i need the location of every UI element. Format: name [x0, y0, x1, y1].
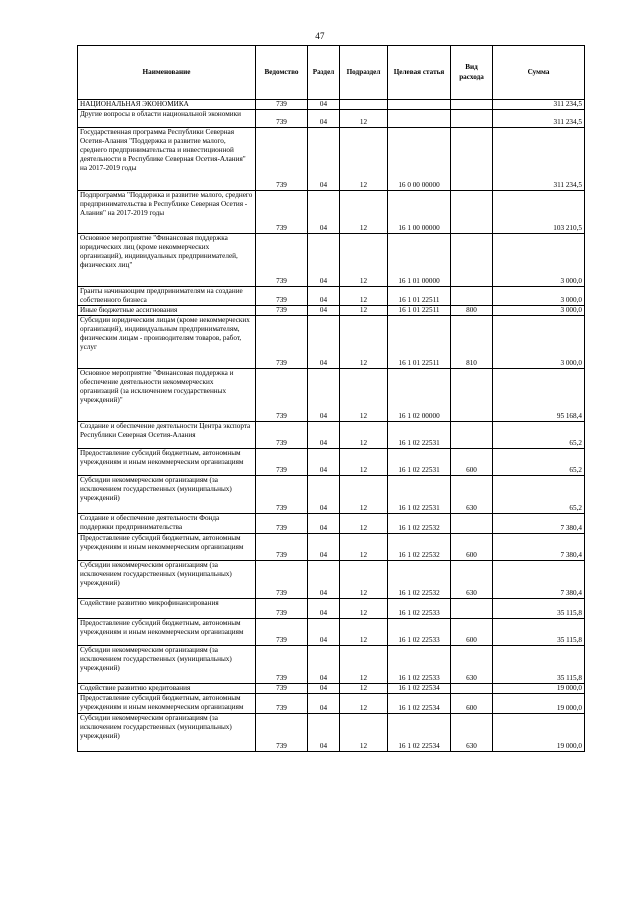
row-podrazdel: 12	[340, 646, 388, 684]
row-vedomstvo: 739	[256, 476, 308, 514]
row-podrazdel: 12	[340, 287, 388, 306]
table-row	[78, 306, 585, 316]
row-vedomstvo: 739	[256, 514, 308, 534]
row-podrazdel: 12	[340, 110, 388, 128]
budget-table	[77, 45, 585, 752]
row-name: Содействие развитию микрофинансирования	[78, 599, 256, 619]
row-name: Создание и обеспечение деятельности Центра экспорта Республики Северная Осетия-Алания	[78, 422, 256, 449]
row-celevaya-statya: 16 1 02 22532	[388, 514, 451, 534]
row-vid-rashoda	[451, 287, 493, 306]
table-row	[78, 110, 585, 128]
table-header-row	[78, 46, 585, 100]
row-podrazdel: 12	[340, 534, 388, 561]
row-vedomstvo: 739	[256, 316, 308, 369]
row-celevaya-statya: 16 0 00 00000	[388, 128, 451, 191]
row-vid-rashoda: 630	[451, 561, 493, 599]
row-name: Государственная программа Республики Северная Осетия-Алания "Поддержка и развитие малого, среднего предпринимательства и инвестиционной деятельности в Республике Северная Осетия-Алания" на 2017-2019 годы	[78, 128, 256, 191]
row-vedomstvo: 739	[256, 534, 308, 561]
row-name: Предоставление субсидий бюджетным, автономным учреждениям и иным некоммерческим организациям	[78, 694, 256, 714]
row-vid-rashoda	[451, 514, 493, 534]
row-vedomstvo: 739	[256, 110, 308, 128]
row-vid-rashoda: 600	[451, 534, 493, 561]
row-vid-rashoda	[451, 369, 493, 422]
row-celevaya-statya: 16 1 02 22533	[388, 619, 451, 646]
row-vedomstvo: 739	[256, 287, 308, 306]
table-row	[78, 694, 585, 714]
row-razdel: 04	[308, 694, 340, 714]
row-summa: 7 380,4	[493, 561, 585, 599]
row-razdel: 04	[308, 369, 340, 422]
row-name: Содействие развитию кредитования	[78, 684, 256, 694]
row-vid-rashoda	[451, 422, 493, 449]
row-podrazdel: 12	[340, 714, 388, 752]
row-name: Основное мероприятие "Финансовая поддержка и обеспечение деятельности некоммерческих организаций (за исключением государственных учреждений)"	[78, 369, 256, 422]
header-podrazdel: Подраздел	[340, 46, 388, 100]
row-celevaya-statya: 16 1 01 22511	[388, 287, 451, 306]
table-row	[78, 369, 585, 422]
row-celevaya-statya: 16 1 02 22533	[388, 646, 451, 684]
page-number: 47	[315, 31, 325, 41]
row-podrazdel: 12	[340, 422, 388, 449]
row-name: Гранты начинающим предпринимателям на создание собственного бизнеса	[78, 287, 256, 306]
row-name: Субсидии некоммерческим организациям (за исключением государственных (муниципальных) учреждений)	[78, 476, 256, 514]
header-vedomstvo: Ведомство	[256, 46, 308, 100]
table-row	[78, 476, 585, 514]
table-row	[78, 316, 585, 369]
row-razdel: 04	[308, 476, 340, 514]
row-razdel: 04	[308, 316, 340, 369]
row-summa: 7 380,4	[493, 534, 585, 561]
row-vid-rashoda: 630	[451, 476, 493, 514]
row-vid-rashoda: 600	[451, 619, 493, 646]
row-name: Предоставление субсидий бюджетным, автономным учреждениям и иным некоммерческим организациям	[78, 449, 256, 476]
row-name: Субсидии некоммерческим организациям (за исключением государственных (муниципальных) учреждений)	[78, 646, 256, 684]
row-celevaya-statya: 16 1 02 22533	[388, 599, 451, 619]
row-summa: 35 115,8	[493, 599, 585, 619]
header-name: Наименование	[78, 46, 256, 100]
row-vid-rashoda: 600	[451, 449, 493, 476]
row-vedomstvo: 739	[256, 561, 308, 599]
table-row	[78, 191, 585, 234]
row-vedomstvo: 739	[256, 369, 308, 422]
table-row	[78, 714, 585, 752]
row-celevaya-statya: 16 1 01 22511	[388, 306, 451, 316]
row-celevaya-statya: 16 1 00 00000	[388, 191, 451, 234]
row-vid-rashoda: 600	[451, 694, 493, 714]
row-podrazdel: 12	[340, 191, 388, 234]
row-summa: 3 000,0	[493, 316, 585, 369]
row-summa: 3 000,0	[493, 287, 585, 306]
row-razdel: 04	[308, 128, 340, 191]
row-podrazdel: 12	[340, 694, 388, 714]
row-celevaya-statya: 16 1 02 22531	[388, 476, 451, 514]
row-vid-rashoda: 800	[451, 306, 493, 316]
row-podrazdel	[340, 100, 388, 110]
table-row	[78, 684, 585, 694]
row-vid-rashoda	[451, 191, 493, 234]
row-summa: 3 000,0	[493, 234, 585, 287]
row-summa: 3 000,0	[493, 306, 585, 316]
row-summa: 65,2	[493, 449, 585, 476]
table-row	[78, 561, 585, 599]
row-vid-rashoda	[451, 234, 493, 287]
row-vedomstvo: 739	[256, 422, 308, 449]
row-podrazdel: 12	[340, 316, 388, 369]
row-podrazdel: 12	[340, 306, 388, 316]
row-celevaya-statya: 16 1 02 00000	[388, 369, 451, 422]
row-podrazdel: 12	[340, 561, 388, 599]
row-summa: 311 234,5	[493, 128, 585, 191]
row-name: Подпрограмма "Поддержка и развитие малого, среднего предпринимательства в Республике Северная Осетия - Алания" на 2017-2019 годы	[78, 191, 256, 234]
row-celevaya-statya: 16 1 02 22534	[388, 694, 451, 714]
row-name: Создание и обеспечение деятельности Фонда поддержки предпринимательства	[78, 514, 256, 534]
row-podrazdel: 12	[340, 619, 388, 646]
row-summa: 103 210,5	[493, 191, 585, 234]
table-row	[78, 100, 585, 110]
row-vedomstvo: 739	[256, 694, 308, 714]
row-celevaya-statya: 16 1 02 22534	[388, 684, 451, 694]
row-razdel: 04	[308, 110, 340, 128]
row-celevaya-statya	[388, 100, 451, 110]
table-row	[78, 128, 585, 191]
row-vid-rashoda: 630	[451, 646, 493, 684]
table-row	[78, 619, 585, 646]
row-razdel: 04	[308, 684, 340, 694]
row-podrazdel: 12	[340, 684, 388, 694]
row-razdel: 04	[308, 306, 340, 316]
row-podrazdel: 12	[340, 599, 388, 619]
row-summa: 65,2	[493, 422, 585, 449]
header-vid-rashoda: Вид расхода	[451, 46, 493, 100]
row-name: Субсидии некоммерческим организациям (за исключением государственных (муниципальных) учреждений)	[78, 561, 256, 599]
row-razdel: 04	[308, 534, 340, 561]
row-vid-rashoda: 810	[451, 316, 493, 369]
row-summa: 311 234,5	[493, 110, 585, 128]
row-vid-rashoda	[451, 110, 493, 128]
row-vedomstvo: 739	[256, 684, 308, 694]
row-summa: 35 115,8	[493, 619, 585, 646]
table-row	[78, 646, 585, 684]
row-razdel: 04	[308, 422, 340, 449]
row-razdel: 04	[308, 514, 340, 534]
row-celevaya-statya: 16 1 01 00000	[388, 234, 451, 287]
row-celevaya-statya: 16 1 02 22532	[388, 534, 451, 561]
row-vedomstvo: 739	[256, 306, 308, 316]
row-razdel: 04	[308, 619, 340, 646]
row-razdel: 04	[308, 100, 340, 110]
row-razdel: 04	[308, 191, 340, 234]
row-name: Предоставление субсидий бюджетным, автономным учреждениям и иным некоммерческим организациям	[78, 619, 256, 646]
header-razdel: Раздел	[308, 46, 340, 100]
row-name: Субсидии юридическим лицам (кроме некоммерческих организаций), индивидуальным предпринимателям, физическим лицам - производителям товаров, работ, услуг	[78, 316, 256, 369]
row-vedomstvo: 739	[256, 646, 308, 684]
row-summa: 19 000,0	[493, 694, 585, 714]
table-row	[78, 449, 585, 476]
row-vedomstvo: 739	[256, 234, 308, 287]
row-vedomstvo: 739	[256, 599, 308, 619]
row-podrazdel: 12	[340, 449, 388, 476]
row-vid-rashoda	[451, 599, 493, 619]
row-razdel: 04	[308, 234, 340, 287]
row-summa: 95 168,4	[493, 369, 585, 422]
row-podrazdel: 12	[340, 369, 388, 422]
row-celevaya-statya: 16 1 02 22531	[388, 449, 451, 476]
table-row	[78, 287, 585, 306]
row-summa: 311 234,5	[493, 100, 585, 110]
row-summa: 65,2	[493, 476, 585, 514]
row-name: Субсидии некоммерческим организациям (за исключением государственных (муниципальных) учреждений)	[78, 714, 256, 752]
row-name: Иные бюджетные ассигнования	[78, 306, 256, 316]
row-name: Основное мероприятие "Финансовая поддержка юридических лиц (кроме некоммерческих организаций), индивидуальных предпринимателей, физических лиц"	[78, 234, 256, 287]
row-vedomstvo: 739	[256, 100, 308, 110]
table-row	[78, 234, 585, 287]
row-vedomstvo: 739	[256, 714, 308, 752]
row-vid-rashoda	[451, 128, 493, 191]
row-summa: 19 000,0	[493, 714, 585, 752]
row-name: НАЦИОНАЛЬНАЯ ЭКОНОМИКА	[78, 100, 256, 110]
row-summa: 35 115,8	[493, 646, 585, 684]
table-row	[78, 534, 585, 561]
row-razdel: 04	[308, 561, 340, 599]
row-name: Предоставление субсидий бюджетным, автономным учреждениям и иным некоммерческим организациям	[78, 534, 256, 561]
row-podrazdel: 12	[340, 128, 388, 191]
row-razdel: 04	[308, 646, 340, 684]
row-summa: 7 380,4	[493, 514, 585, 534]
row-razdel: 04	[308, 714, 340, 752]
table-row	[78, 599, 585, 619]
row-vedomstvo: 739	[256, 128, 308, 191]
row-celevaya-statya: 16 1 02 22532	[388, 561, 451, 599]
row-vedomstvo: 739	[256, 619, 308, 646]
header-celevaya-statya: Целевая статья	[388, 46, 451, 100]
row-podrazdel: 12	[340, 234, 388, 287]
row-razdel: 04	[308, 287, 340, 306]
row-vedomstvo: 739	[256, 191, 308, 234]
row-vid-rashoda: 630	[451, 714, 493, 752]
row-name: Другие вопросы в области национальной экономики	[78, 110, 256, 128]
row-podrazdel: 12	[340, 514, 388, 534]
row-podrazdel: 12	[340, 476, 388, 514]
row-celevaya-statya: 16 1 02 22531	[388, 422, 451, 449]
row-razdel: 04	[308, 599, 340, 619]
row-razdel: 04	[308, 449, 340, 476]
row-vid-rashoda	[451, 100, 493, 110]
table-row	[78, 422, 585, 449]
table-row	[78, 514, 585, 534]
header-summa: Сумма	[493, 46, 585, 100]
row-vedomstvo: 739	[256, 449, 308, 476]
row-summa: 19 000,0	[493, 684, 585, 694]
row-celevaya-statya: 16 1 02 22534	[388, 714, 451, 752]
row-celevaya-statya: 16 1 01 22511	[388, 316, 451, 369]
row-vid-rashoda	[451, 684, 493, 694]
row-celevaya-statya	[388, 110, 451, 128]
